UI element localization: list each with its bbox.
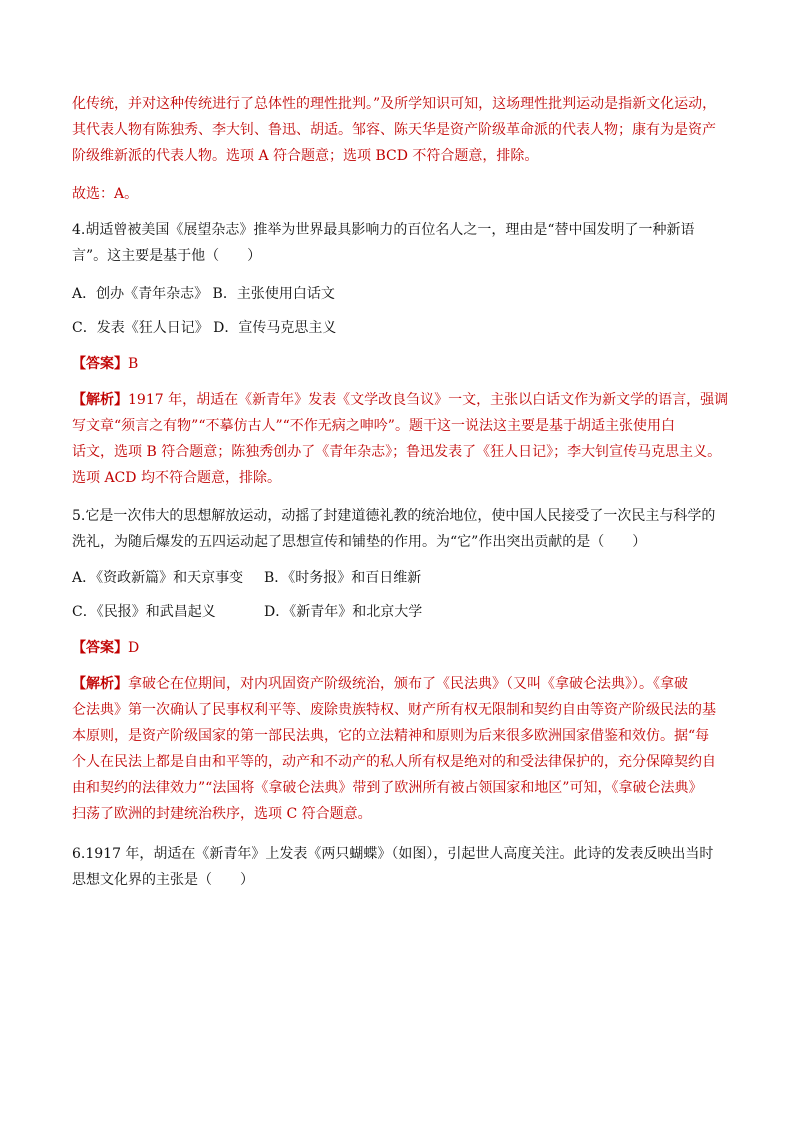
- analysis-label: 【解析】: [72, 392, 128, 408]
- q5-answer: [72, 638, 139, 658]
- q5-option-b: B．《时务报》和百日维新: [264, 570, 422, 586]
- answer-label: 【答案】: [72, 640, 128, 656]
- analysis-continuation-line-1: 化传统，并对这种传统进行了总体性的理性批判。”及所学知识可知，这场理性批判运动是指新文化运动，: [72, 96, 717, 112]
- q5-analysis-line-3: 本原则，是资产阶级国家的第一部民法典，它的立法精神和原则为后来很多欧洲国家借鉴和效仿。据“每: [72, 728, 710, 744]
- q4-analysis-line-1: [72, 390, 728, 410]
- q5-stem-line-1: 5.它是一次伟大的思想解放运动，动摇了封建道德礼教的统治地位，使中国人民接受了一次民主与科学的: [72, 508, 716, 524]
- analysis-label: 【解析】: [72, 676, 128, 692]
- q4-analysis-line-4: 选项 ACD 均不符合题意，排除。: [72, 470, 281, 486]
- q4-options-row-2: C．发表《狂人日记》 D．宣传马克思主义: [72, 320, 337, 336]
- final-answer: 故选：A。: [72, 186, 139, 202]
- q4-stem-line-2: 言”。这主要是基于他（ ）: [72, 248, 262, 264]
- q5-analysis-line-1: [72, 674, 688, 694]
- q4-stem-line-1: 4.胡适曾被美国《展望杂志》推举为世界最具影响力的百位名人之一，理由是“替中国发明了一种新语: [72, 222, 695, 238]
- analysis-continuation-line-2: 其代表人物有陈独秀、李大钊、鲁迅、胡适。邹容、陈天华是资产阶级革命派的代表人物；康有为是资产: [72, 122, 716, 138]
- analysis-text: 拿破仑在位期间，对内巩固资产阶级统治，颁布了《民法典》（又叫《拿破仑法典》）。《拿破: [128, 676, 688, 692]
- q6-stem-line-1: 6.1917 年，胡适在《新青年》上发表《两只蝴蝶》（如图），引起世人高度关注。此诗的发表反映出当时: [72, 846, 714, 862]
- q4-analysis-line-3: 话文，选项 B 符合题意；陈独秀创办了《青年杂志》；鲁迅发表了《狂人日记》；李大钊宣传马克思主义。: [72, 444, 722, 460]
- q5-analysis-line-4: 个人在民法上都是自由和平等的，动产和不动产的私人所有权是绝对的和受法律保护的，充分保障契约自: [72, 754, 716, 770]
- q5-stem-line-2: 洗礼，为随后爆发的五四运动起了思想宣传和铺垫的作用。为“它”作出突出贡献的是（ ）: [72, 534, 647, 550]
- answer-value: B: [128, 356, 139, 372]
- q5-analysis-line-5: 由和契约的法律效力”“法国将《拿破仑法典》带到了欧洲所有被占领国家和地区”可知，《拿破仑法典》: [72, 780, 703, 796]
- q5-analysis-line-2: 仑法典》第一次确认了民事权利平等、废除贵族特权、财产所有权无限制和契约自由等资产阶级民法的基: [72, 702, 716, 718]
- analysis-continuation-line-3: 阶级维新派的代表人物。选项 A 符合题意；选项 BCD 不符合题意，排除。: [72, 148, 539, 164]
- q5-option-d: D．《新青年》和北京大学: [264, 604, 423, 620]
- answer-label: 【答案】: [72, 356, 128, 372]
- q5-option-c: C．《民报》和武昌起义: [72, 604, 216, 620]
- q4-analysis-line-2: 写文章“须言之有物”“不摹仿古人”“不作无病之呻吟”。题干这一说法这主要是基于胡适主张使用白: [72, 418, 675, 434]
- q6-stem-line-2: 思想文化界的主张是（ ）: [72, 872, 254, 888]
- q5-option-a: A．《资政新篇》和天京事变: [72, 570, 244, 586]
- q5-analysis-line-6: 扫荡了欧洲的封建统治秩序，选项 C 符合题意。: [72, 806, 372, 822]
- q4-options-row-1: A．创办《青年杂志》 B．主张使用白话文: [72, 286, 335, 302]
- answer-value: D: [128, 640, 140, 656]
- q4-answer: [72, 354, 138, 374]
- analysis-text: 1917 年，胡适在《新青年》发表《文学改良刍议》一文，主张以白话文作为新文学的语言，强调: [128, 392, 729, 408]
